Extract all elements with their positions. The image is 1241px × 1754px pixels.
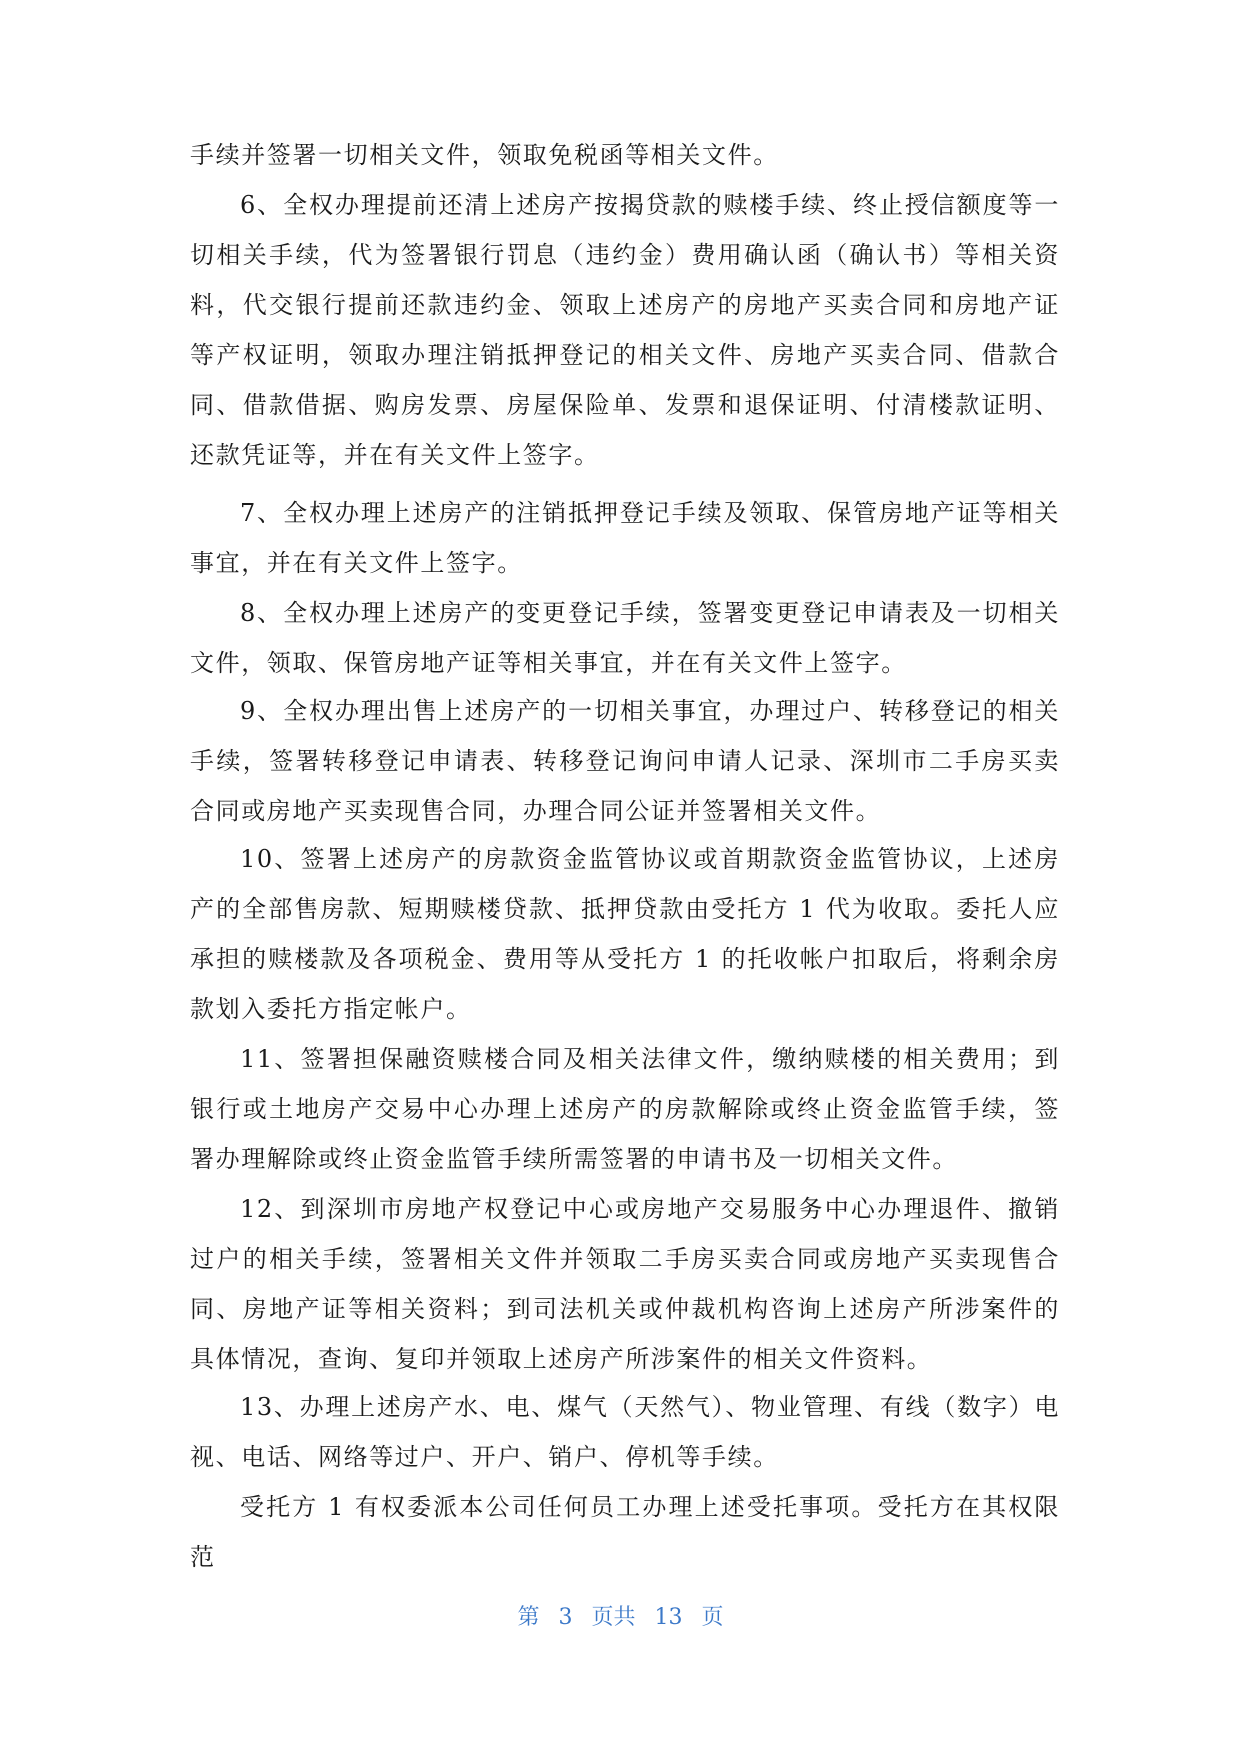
- page-number-footer: [0, 1600, 1241, 1631]
- paragraph-item-10: 10、签署上述房产的房款资金监管协议或首期款资金监管协议，上述房产的全部售房款、短期赎楼贷款、抵押贷款由受托方 1 代为收取。委托人应承担的赎楼款及各项税金、费用等从受托方 1 的托收帐户扣取后，将剩余房款划入委托方指定帐户。: [190, 845, 1060, 1023]
- paragraph-continuation: 手续并签署一切相关文件，领取免税函等相关文件。: [190, 141, 779, 169]
- paragraph-item-8: 8、全权办理上述房产的变更登记手续，签署变更登记申请表及一切相关文件，领取、保管房地产证等相关事宜，并在有关文件上签字。: [190, 599, 1060, 677]
- footer-prefix: 第: [517, 1605, 540, 1630]
- paragraph-item-6: 6、全权办理提前还清上述房产按揭贷款的赎楼手续、终止授信额度等一切相关手续，代为签署银行罚息（违约金）费用确认函（确认书）等相关资料，代交银行提前还款违约金、领取上述房产的房地产买卖合同和房地产证等产权证明，领取办理注销抵押登记的相关文件、房地产买卖合同、借款合同、借款借据、购房发票、房屋保险单、发票和退保证明、付清楼款证明、还款凭证等，并在有关文件上签字。: [190, 191, 1060, 469]
- footer-middle: 页共: [591, 1605, 636, 1630]
- paragraph-item-9: 9、全权办理出售上述房产的一切相关事宜，办理过户、转移登记的相关手续，签署转移登记申请表、转移登记询问申请人记录、深圳市二手房买卖合同或房地产买卖现售合同，办理合同公证并签署相关文件。: [190, 697, 1060, 825]
- paragraph-item-7: 7、全权办理上述房产的注销抵押登记手续及领取、保管房地产证等相关事宜，并在有关文件上签字。: [190, 499, 1060, 577]
- footer-suffix: 页: [701, 1605, 724, 1630]
- current-page-number: 3: [558, 1605, 573, 1630]
- total-page-count: 13: [654, 1605, 683, 1630]
- paragraph-delegation: 受托方 1 有权委派本公司任何员工办理上述受托事项。受托方在其权限范: [190, 1493, 1060, 1571]
- paragraph-item-11: 11、签署担保融资赎楼合同及相关法律文件，缴纳赎楼的相关费用；到银行或土地房产交易中心办理上述房产的房款解除或终止资金监管手续，签署办理解除或终止资金监管手续所需签署的申请书及一切相关文件。: [190, 1045, 1060, 1173]
- paragraph-item-13: 13、办理上述房产水、电、煤气（天然气）、物业管理、有线（数字）电视、电话、网络等过户、开户、销户、停机等手续。: [190, 1393, 1060, 1471]
- paragraph-item-12: 12、到深圳市房地产权登记中心或房地产交易服务中心办理退件、撤销过户的相关手续，签署相关文件并领取二手房买卖合同或房地产买卖现售合同、房地产证等相关资料；到司法机关或仲裁机构咨询上述房产所涉案件的具体情况，查询、复印并领取上述房产所涉案件的相关文件资料。: [190, 1195, 1060, 1373]
